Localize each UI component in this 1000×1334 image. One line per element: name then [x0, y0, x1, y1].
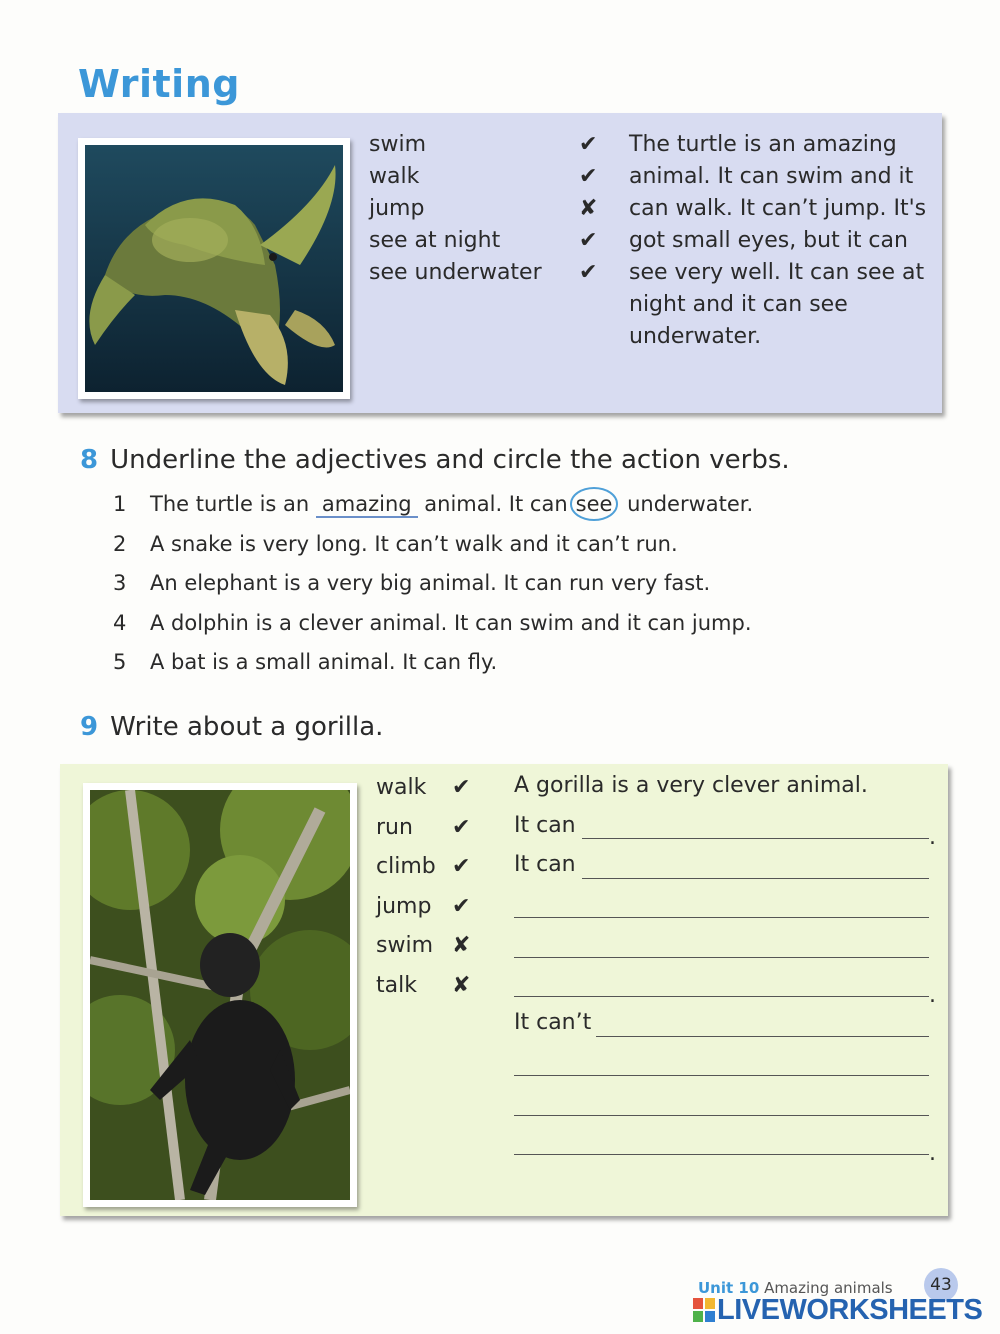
check-icon: ✔ [452, 854, 471, 879]
check-icon: ✔ [452, 893, 471, 919]
gorilla-skill-list [376, 770, 486, 1007]
turtle-photo [78, 138, 350, 399]
writing-line[interactable] [514, 926, 929, 966]
cross-icon: ✘ [452, 933, 471, 958]
cross-icon: ✘ [452, 972, 471, 998]
answer-blank[interactable] [514, 1154, 929, 1155]
answer-blank[interactable] [582, 878, 929, 879]
check-icon: ✔ [579, 260, 598, 285]
writing-line[interactable]: It can’t [514, 1005, 929, 1045]
writing-line[interactable]: . [514, 966, 929, 1006]
answer-blank[interactable] [514, 957, 929, 958]
turtle-skill-list [369, 129, 609, 289]
skill-row: walk ✔ [369, 161, 609, 193]
liveworksheets-logo-icon [693, 1297, 715, 1330]
answer-blank[interactable] [582, 838, 929, 839]
answer-blank[interactable] [514, 1075, 929, 1076]
skill-row: swim ✘ [376, 928, 486, 968]
gorilla-panel [60, 764, 948, 1216]
turtle-panel [58, 113, 942, 413]
writing-line: A gorilla is a very clever animal. [514, 773, 868, 798]
writing-area [514, 768, 936, 1166]
check-icon: ✔ [579, 164, 598, 189]
check-icon: ✔ [579, 228, 598, 253]
turtle-paragraph: The turtle is an amazing animal. It can swim and it can walk. It can’t jump. It's got small eyes, but it can see very well. It can see at night and it can see underwater. [629, 132, 927, 349]
brand-logo[interactable]: LIVEWORKSHEETS [693, 1294, 982, 1330]
skill-row: see at night ✔ [369, 225, 609, 257]
cross-icon: ✘ [579, 196, 598, 221]
check-icon: ✔ [452, 775, 471, 800]
sentence-item: 3 An elephant is a very big animal. It can run very fast. [113, 571, 711, 595]
circled-word[interactable]: see [570, 487, 619, 521]
section-title: Writing [78, 62, 240, 106]
skill-row: jump ✔ [376, 889, 486, 929]
underlined-word[interactable]: amazing [316, 492, 418, 518]
exercise-8-heading: 8 Underline the adjectives and circle the action verbs. [80, 445, 790, 475]
unit-footer: Unit 10 Amazing animals [698, 1279, 893, 1297]
skill-row: swim ✔ [369, 129, 609, 161]
exercise-9-heading: 9 Write about a gorilla. [80, 712, 384, 742]
check-icon: ✔ [452, 814, 471, 840]
answer-blank[interactable] [514, 996, 929, 997]
skill-row: climb ✔ [376, 849, 486, 889]
sentence-item: 5 A bat is a small animal. It can fly. [113, 650, 498, 674]
writing-line[interactable]: It can [514, 847, 929, 887]
skill-row: talk ✘ [376, 968, 486, 1008]
exercise-8-sentences [113, 487, 753, 685]
skill-row: run ✔ [376, 810, 486, 850]
skill-row: walk ✔ [376, 770, 486, 810]
page-number: 43 [924, 1268, 958, 1302]
gorilla-photo [83, 783, 357, 1207]
writing-line[interactable] [514, 887, 929, 927]
writing-line[interactable]: . [514, 1124, 929, 1164]
answer-blank[interactable] [514, 917, 929, 918]
answer-blank[interactable] [514, 1115, 929, 1116]
skill-row: see underwater ✔ [369, 257, 609, 289]
writing-line[interactable] [514, 1045, 929, 1085]
sentence-item: 4 A dolphin is a clever animal. It can swim and it can jump. [113, 610, 752, 635]
sentence-item: 2 A snake is very long. It can’t walk and it can’t run. [113, 531, 678, 556]
answer-blank[interactable] [596, 1036, 929, 1037]
skill-row: jump ✘ [369, 193, 609, 225]
writing-line[interactable]: It can . [514, 812, 936, 850]
sentence-item: 1 The turtle is an amazing animal. It can see underwater. [113, 487, 753, 527]
writing-line[interactable] [514, 1084, 929, 1124]
check-icon: ✔ [579, 132, 598, 157]
